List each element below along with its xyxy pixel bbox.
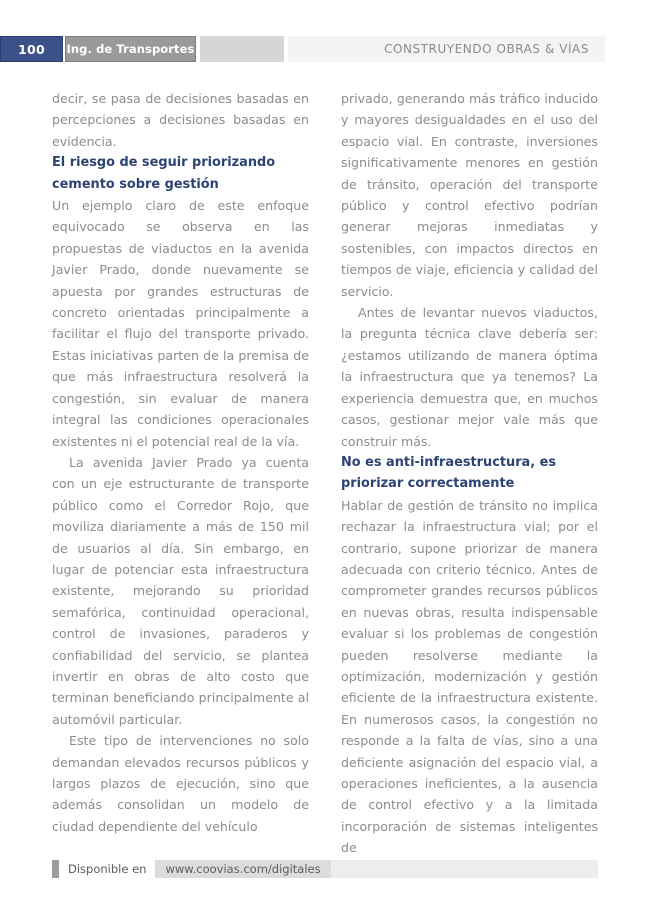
section-heading: No es anti-infraestructura, es priorizar correctamente	[341, 454, 557, 492]
left-column	[52, 88, 309, 848]
footer-url[interactable]: www.coovias.com/digitales	[155, 860, 330, 878]
paragraph: Hablar de gestión de tránsito no implica rechazar la infraestructura vial; por el contrario, supone priorizar de manera adecuada con criterio técnico. Antes de comprometer grandes recursos públicos en nuevas obras, resulta indispensable evaluar si los problemas de congestión pueden resolverse mediante la optimización, modernización y gestión eficiente de la infraestructura existente. En numerosos casos, la congestión no responde a la falta de vías, sino a una deficiente asignación del espacio vial, a operaciones ineficientes, a la ausencia de control efectivo y a la limitada incorporación de sistemas inteligentes de	[341, 497, 598, 856]
page-number-box	[0, 36, 63, 62]
paragraph: La avenida Javier Prado ya cuenta con un eje estructurante de transporte público como el Corredor Rojo, que moviliza diariamente a más de 150 mil de usuarios al día. Sin embargo, en lugar de potenciar esta infraestructura existente, mejorando su prioridad semafórica, continuidad operacional, control de invasiones, paraderos y confiabilidad del servicio, se plantea invertir en obras de alto costo que terminan beneficiando principalmente al automóvil particular.	[52, 454, 309, 727]
publication-title: CONSTRUYENDO OBRAS & VÍAS	[384, 42, 589, 56]
section-label-box	[65, 36, 196, 62]
page-number: 100	[18, 41, 45, 57]
paragraph: privado, generando más tráfico inducido y mayores desigualdades en el uso del espacio vial. En contraste, inversiones significativamente menores en gestión de tránsito, operación del transporte público y control efectivo podrían generar mejoras inmediatas y sostenibles, con impactos directos en tiempos de viaje, eficiencia y calidad del servicio.	[341, 91, 598, 299]
paragraph: Antes de levantar nuevos viaductos, la pregunta técnica clave debería ser: ¿estamos utilizando de manera óptima la infraestructura que ya tenemos? La experiencia demuestra que, en muchos casos, gestionar mejor vale más que construir más.	[341, 305, 598, 449]
paragraph: decir, se pasa de decisiones basadas en percepciones a decisiones basadas en evidencia.	[52, 91, 309, 149]
article-body	[52, 88, 598, 856]
paragraph: Este tipo de intervenciones no solo demandan elevados recursos públicos y largos plazos de ejecución, sino que además consolidan un modelo de ciudad dependiente del vehículo	[52, 733, 309, 834]
paragraph: Un ejemplo claro de este enfoque equivocado se observa en las propuestas de viaductos en la avenida Javier Prado, donde nuevamente se apuesta por grandes estructuras de concreto orientadas principalmente a facilitar el flujo del transporte privado. Estas iniciativas parten de la premisa de que más infraestructura resolverá la congestión, sin evaluar de manera integral las condiciones operacionales existentes ni el potencial real de la vía.	[52, 198, 309, 449]
header-spacer-block	[200, 36, 284, 62]
page-header	[0, 36, 650, 62]
footer-availability-label: Disponible en	[59, 860, 155, 878]
footer-fill-bar	[331, 860, 598, 878]
section-heading: El riesgo de seguir priorizando cemento sobre gestión	[52, 155, 276, 192]
page-footer	[52, 860, 598, 878]
right-column	[341, 88, 598, 856]
section-label: Ing. de Transportes	[66, 42, 195, 56]
footer-marker-icon	[52, 860, 59, 878]
publication-title-bar	[288, 36, 605, 62]
